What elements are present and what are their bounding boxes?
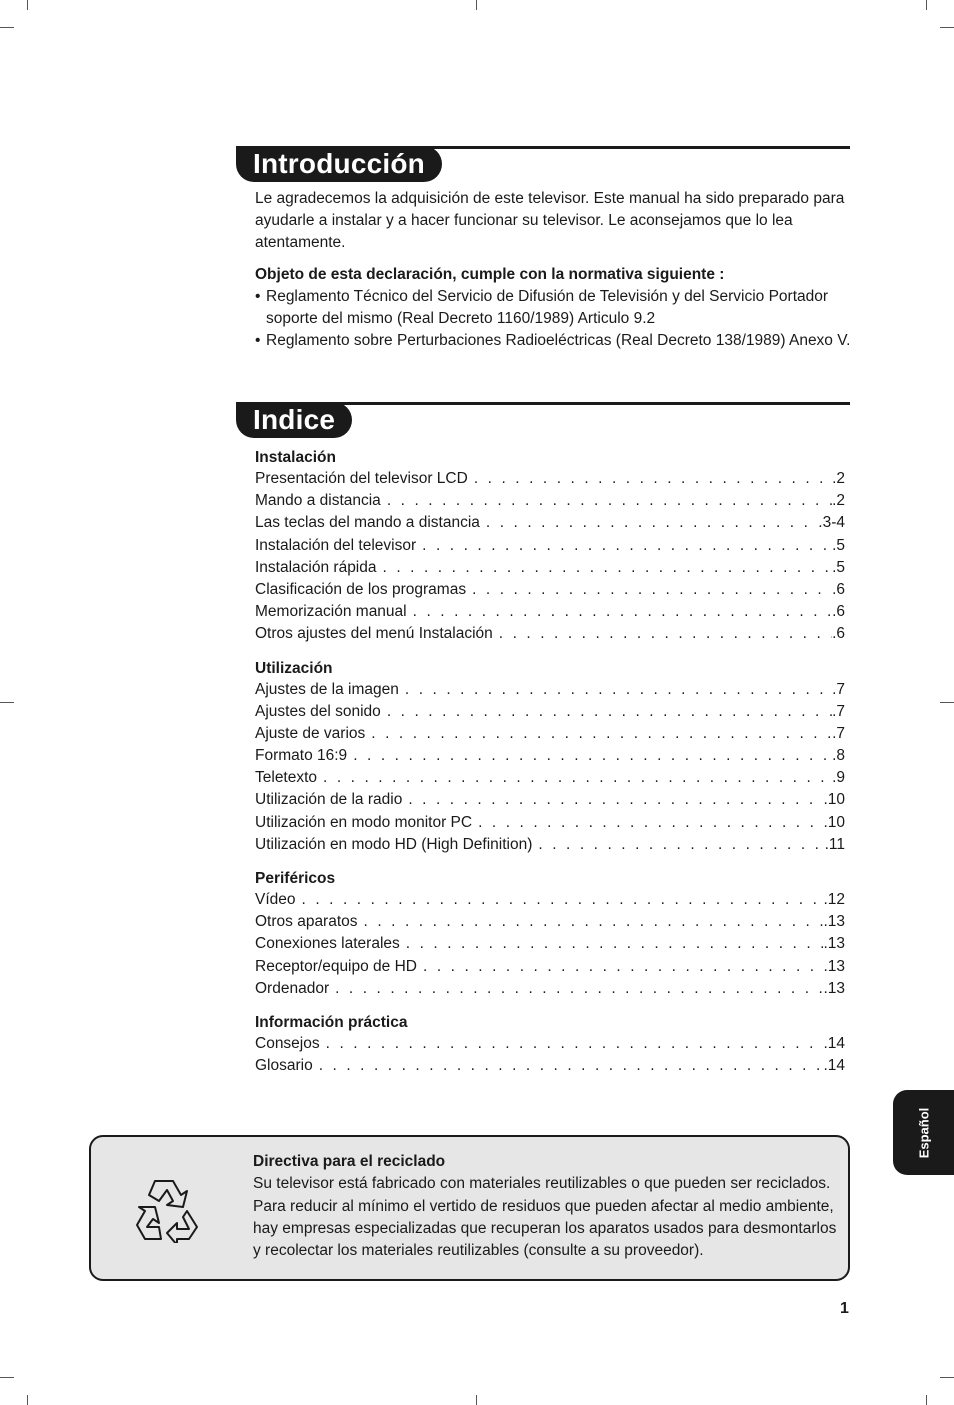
toc-entry-page: .7 <box>832 702 845 720</box>
declaration-list <box>255 286 860 352</box>
toc-entry <box>255 933 845 955</box>
crop-mark <box>940 702 954 703</box>
toc-dot-leader <box>474 468 832 490</box>
toc-entry <box>255 557 845 579</box>
language-tab-label: Español <box>916 1107 931 1158</box>
toc-entry <box>255 723 845 745</box>
toc-group <box>255 447 845 646</box>
toc-entry-page: .13 <box>823 913 845 931</box>
toc-entry <box>255 789 845 811</box>
index-title: Indice <box>236 402 352 438</box>
declaration-item: • Reglamento Técnico del Servicio de Difusión de Televisión y del Servicio Portador soporte del mismo (Real Decreto 1160/1989) Articulo 9.2 <box>255 286 860 330</box>
toc-entry <box>255 579 845 601</box>
toc-entry <box>255 701 845 723</box>
toc-entry-page: .13 <box>823 979 845 997</box>
toc-entry-title: Otros aparatos <box>255 913 358 931</box>
toc-dot-leader <box>319 1055 824 1077</box>
toc-entry-page: .14 <box>823 1034 845 1052</box>
intro-header <box>236 146 850 182</box>
toc-group <box>255 658 845 857</box>
toc-dot-leader <box>335 978 823 1000</box>
toc-entry-title: Receptor/equipo de HD <box>255 957 417 975</box>
crop-mark <box>0 1377 14 1378</box>
table-of-contents <box>255 447 845 1089</box>
toc-entry-page: .7 <box>832 680 845 698</box>
toc-entry-page: .3-4 <box>818 514 845 532</box>
toc-dot-leader <box>387 701 832 723</box>
toc-group-heading: Periféricos <box>255 870 336 887</box>
page-number: 1 <box>840 1300 849 1317</box>
toc-dot-leader <box>478 812 823 834</box>
toc-entry <box>255 911 845 933</box>
toc-entry-page: .6 <box>832 603 845 621</box>
toc-dot-leader <box>326 1033 824 1055</box>
toc-entry <box>255 978 845 1000</box>
toc-entry-title: Utilización en modo monitor PC <box>255 813 473 831</box>
toc-entry-title: Conexiones laterales <box>255 935 400 953</box>
toc-dot-leader <box>364 911 824 933</box>
index-header <box>236 402 850 438</box>
toc-group-heading: Instalación <box>255 449 336 466</box>
language-tab <box>893 1090 954 1175</box>
toc-entry-page: .6 <box>832 580 845 598</box>
toc-entry-page: .5 <box>832 558 845 576</box>
toc-entry-title: Utilización de la radio <box>255 791 403 809</box>
toc-group <box>255 1012 845 1077</box>
crop-mark <box>940 27 954 28</box>
toc-entry-page: .2 <box>832 470 845 487</box>
recycling-heading: Directiva para el reciclado <box>253 1153 446 1170</box>
toc-group-heading: Utilización <box>255 659 333 677</box>
toc-entry <box>255 490 845 512</box>
toc-entry-title: Mando a distancia <box>255 492 381 510</box>
toc-entry-title: Las teclas del mando a distancia <box>255 514 480 532</box>
toc-dot-leader <box>323 767 832 789</box>
toc-entry-page: .5 <box>832 536 845 554</box>
toc-dot-leader <box>405 679 832 701</box>
toc-dot-leader <box>387 490 832 512</box>
toc-entry <box>255 889 845 911</box>
intro-body <box>255 188 860 352</box>
toc-entry-title: Presentación del televisor LCD <box>255 470 468 487</box>
toc-dot-leader <box>406 933 824 955</box>
toc-entry <box>255 468 845 490</box>
toc-entry-page: .13 <box>823 957 845 975</box>
toc-entry-title: Instalación del televisor <box>255 536 417 554</box>
toc-entry <box>255 601 845 623</box>
toc-entry-page: .9 <box>832 769 845 787</box>
toc-dot-leader <box>538 834 824 856</box>
toc-entry-title: Ajustes de la imagen <box>255 680 399 698</box>
toc-entry-title: Memorización manual <box>255 603 407 621</box>
toc-entry-page: .7 <box>832 724 845 742</box>
crop-mark <box>476 0 477 10</box>
toc-dot-leader <box>371 723 832 745</box>
toc-dot-leader <box>499 623 832 645</box>
crop-mark <box>0 27 14 28</box>
toc-entry-page: .14 <box>823 1057 845 1075</box>
toc-entry-page: .8 <box>832 747 845 765</box>
crop-mark <box>27 1395 28 1405</box>
toc-group <box>255 868 845 1000</box>
recycling-text-block <box>253 1151 838 1262</box>
crop-mark <box>926 0 927 10</box>
toc-entry <box>255 535 845 557</box>
toc-entry-title: Utilización en modo HD (High Definition) <box>255 835 533 853</box>
toc-entry-page: .6 <box>832 625 845 643</box>
crop-mark <box>926 1395 927 1405</box>
toc-entry-title: Clasificación de los programas <box>255 580 467 598</box>
toc-dot-leader <box>486 512 818 534</box>
toc-dot-leader <box>302 889 824 911</box>
intro-paragraph: Le agradecemos la adquisición de este televisor. Este manual ha sido preparado para ayudarle a instalar y a hacer funcionar su televisor. Le aconsejamos que lo lea atentamente. <box>255 190 845 251</box>
toc-entry <box>255 956 845 978</box>
crop-mark <box>27 0 28 10</box>
toc-dot-leader <box>423 956 823 978</box>
toc-entry-title: Otros ajustes del menú Instalación <box>255 625 493 643</box>
toc-entry <box>255 1033 845 1055</box>
toc-entry <box>255 812 845 834</box>
declaration-heading: Objeto de esta declaración, cumple con la normativa siguiente : <box>255 266 725 283</box>
toc-entry <box>255 834 845 856</box>
toc-entry-page: .10 <box>823 791 845 809</box>
toc-entry <box>255 512 845 534</box>
declaration-item: • Reglamento sobre Perturbaciones Radioeléctricas (Real Decreto 138/1989) Anexo V. <box>255 330 860 352</box>
toc-dot-leader <box>383 557 833 579</box>
toc-entry-title: Ajuste de varios <box>255 724 366 742</box>
toc-entry-page: .12 <box>823 891 845 908</box>
toc-entry <box>255 1055 845 1077</box>
toc-entry-title: Teletexto <box>255 769 318 787</box>
recycle-icon <box>135 1177 201 1243</box>
toc-entry-title: Formato 16:9 <box>255 747 348 765</box>
toc-entry-title: Ajustes del sonido <box>255 702 381 720</box>
toc-dot-leader <box>422 535 832 557</box>
toc-entry <box>255 745 845 767</box>
toc-group-heading: Información práctica <box>255 1013 408 1031</box>
recycling-notice <box>89 1135 850 1281</box>
toc-dot-leader <box>413 601 832 623</box>
toc-entry-title: Glosario <box>255 1057 313 1075</box>
toc-dot-leader <box>408 789 823 811</box>
toc-entry <box>255 767 845 789</box>
toc-entry-title: Ordenador <box>255 979 330 997</box>
toc-dot-leader <box>353 745 832 767</box>
toc-entry-page: .13 <box>823 935 845 953</box>
toc-entry-title: Consejos <box>255 1034 320 1052</box>
toc-entry-title: Vídeo <box>255 891 296 908</box>
toc-dot-leader <box>472 579 832 601</box>
toc-entry-page: .10 <box>823 813 845 831</box>
toc-entry <box>255 679 845 701</box>
toc-entry-page: .11 <box>824 835 845 853</box>
crop-mark <box>940 1377 954 1378</box>
toc-entry-page: .2 <box>832 492 845 510</box>
intro-title: Introducción <box>236 146 442 182</box>
crop-mark <box>0 702 14 703</box>
recycling-text: Su televisor está fabricado con materiales reutilizables o que pueden ser reciclados. Para reducir al mínimo el vertido de residuos que pueden afectar al medio ambiente, hay empresas especializadas que recuperan los aparatos usados para desmontarlos y recolectar los materiales reutilizables (consulte a su proveedor). <box>253 1175 837 1260</box>
toc-entry-title: Instalación rápida <box>255 558 377 576</box>
toc-entry <box>255 623 845 645</box>
crop-mark <box>476 1395 477 1405</box>
